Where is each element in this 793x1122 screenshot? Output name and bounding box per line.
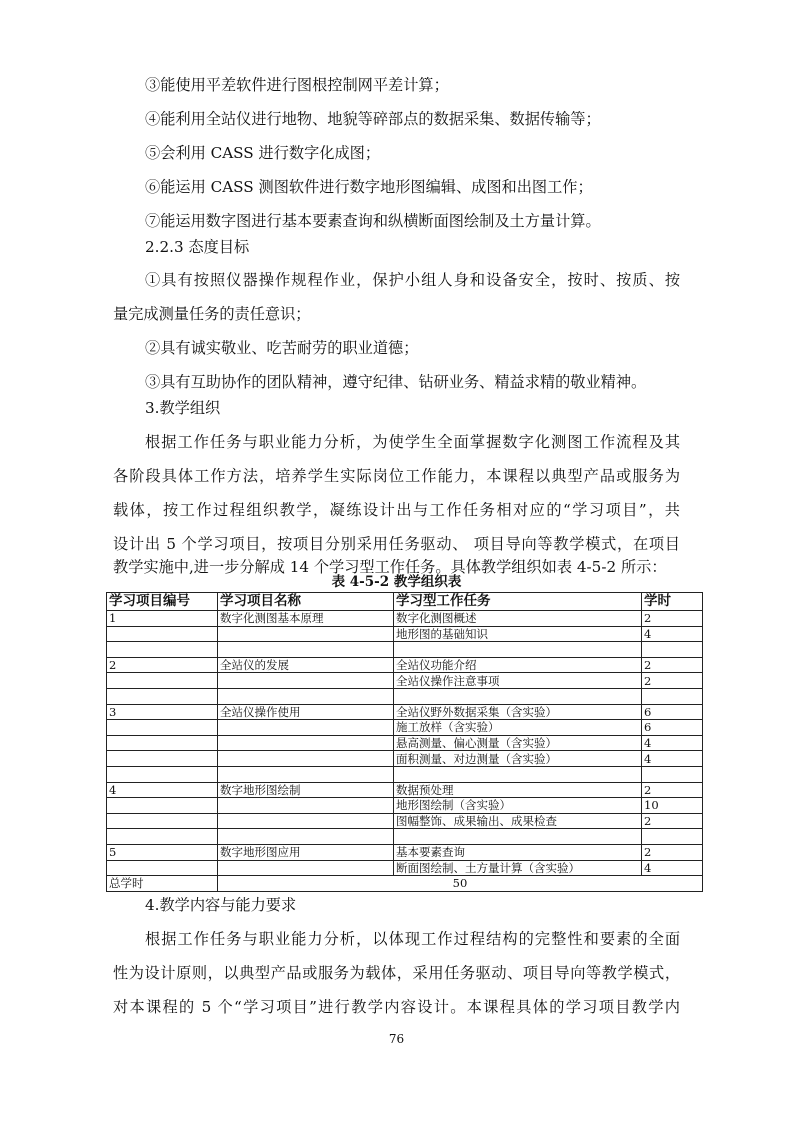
table-header-row <box>107 593 703 611</box>
cell-project-name: 数字化测图基本原理 <box>218 611 394 627</box>
table-row <box>107 688 703 704</box>
table-caption: 表 4-5-2 教学组织表 <box>331 574 462 590</box>
attitude-item-3: ③具有互助协作的团队精神，遵守纪律、钻研业务、精益求精的敬业精神。 <box>145 373 647 391</box>
cell-hours: 4 <box>642 751 703 767</box>
ability-item-4: ④能利用全站仪进行地物、地貌等碎部点的数据采集、数据传输等； <box>145 110 601 128</box>
cell-work-task <box>394 829 642 845</box>
header-project-name: 学习项目名称 <box>218 593 394 611</box>
cell-work-task: 面积测量、对边测量（含实验） <box>394 751 642 767</box>
cell-work-task: 数字化测图概述 <box>394 611 642 627</box>
cell-work-task <box>394 642 642 658</box>
cell-work-task: 全站仪野外数据采集（含实验） <box>394 704 642 720</box>
cell-work-task: 地形图的基础知识 <box>394 626 642 642</box>
cell-project-number <box>107 626 218 642</box>
page-number: 76 <box>388 1032 405 1046</box>
cell-project-number: 1 <box>107 611 218 627</box>
cell-project-name <box>218 766 394 782</box>
table-row <box>107 766 703 782</box>
cell-hours: 4 <box>642 860 703 876</box>
cell-project-name: 数字地形图绘制 <box>218 782 394 798</box>
cell-work-task: 地形图绘制（含实验） <box>394 798 642 814</box>
section-heading-attitude: 2.2.3 态度目标 <box>145 238 250 256</box>
ability-item-3: ③能使用平差软件进行图根控制网平差计算； <box>145 76 449 94</box>
cell-project-number <box>107 688 218 704</box>
cell-work-task: 全站仪操作注意事项 <box>394 673 642 689</box>
table-row <box>107 720 703 736</box>
cell-project-name <box>218 829 394 845</box>
total-label: 总学时 <box>107 876 218 892</box>
cell-hours: 6 <box>642 720 703 736</box>
cell-project-name: 全站仪的发展 <box>218 657 394 673</box>
cell-project-number: 4 <box>107 782 218 798</box>
cell-hours: 2 <box>642 657 703 673</box>
cell-project-number <box>107 798 218 814</box>
section-heading-teaching-organization: 3.教学组织 <box>145 399 221 417</box>
cell-project-number: 5 <box>107 844 218 860</box>
cell-work-task: 悬高测量、偏心测量（含实验） <box>394 735 642 751</box>
attitude-item-1-line-1: ①具有按照仪器操作规程作业，保护小组人身和设备安全，按时、按质、按 <box>145 271 680 289</box>
cell-project-number <box>107 813 218 829</box>
cell-project-number: 3 <box>107 704 218 720</box>
total-value: 50 <box>218 876 703 892</box>
table-row <box>107 798 703 814</box>
cell-work-task: 数据预处理 <box>394 782 642 798</box>
cell-hours: 2 <box>642 611 703 627</box>
content-paragraph-line-2: 性为设计原则，以典型产品或服务为载体，采用任务驱动、项目导向等教学模式， <box>113 964 680 982</box>
cell-project-name <box>218 688 394 704</box>
header-work-task: 学习型工作任务 <box>394 593 642 611</box>
header-hours: 学时 <box>642 593 703 611</box>
content-paragraph-line-3: 对本课程的 5 个“学习项目”进行教学内容设计。本课程具体的学习项目教学内 <box>113 998 680 1016</box>
table-row <box>107 704 703 720</box>
cell-project-name <box>218 720 394 736</box>
table-row <box>107 642 703 658</box>
paragraph-line-1: 根据工作任务与职业能力分析，为使学生全面掌握数字化测图工作流程及其 <box>145 433 680 451</box>
cell-project-name <box>218 798 394 814</box>
cell-work-task: 全站仪功能介绍 <box>394 657 642 673</box>
attitude-item-1-line-2: 量完成测量任务的责任意识； <box>113 305 311 323</box>
table-row <box>107 611 703 627</box>
table-row <box>107 860 703 876</box>
cell-hours: 10 <box>642 798 703 814</box>
cell-project-name <box>218 673 394 689</box>
table-body <box>107 611 703 876</box>
table-row <box>107 782 703 798</box>
table-row <box>107 735 703 751</box>
cell-project-number <box>107 860 218 876</box>
cell-project-name: 全站仪操作使用 <box>218 704 394 720</box>
table-row <box>107 813 703 829</box>
section-heading-content-requirements: 4.教学内容与能力要求 <box>145 896 297 914</box>
paragraph-line-4: 设计出 5 个学习项目，按项目分别采用任务驱动、 项目导向等教学模式，在项目 <box>113 535 680 553</box>
cell-work-task <box>394 766 642 782</box>
table-row <box>107 673 703 689</box>
table-row <box>107 751 703 767</box>
cell-hours: 4 <box>642 735 703 751</box>
table-total-row <box>107 876 703 892</box>
table-row <box>107 657 703 673</box>
cell-hours: 6 <box>642 704 703 720</box>
content-paragraph-line-1: 根据工作任务与职业能力分析，以体现工作过程结构的完整性和要素的全面 <box>145 930 680 948</box>
cell-hours <box>642 829 703 845</box>
cell-project-number <box>107 829 218 845</box>
cell-project-name: 数字地形图应用 <box>218 844 394 860</box>
ability-item-7: ⑦能运用数字图进行基本要素查询和纵横断面图绘制及土方量计算。 <box>145 212 601 230</box>
cell-project-number <box>107 766 218 782</box>
attitude-item-2: ②具有诚实敬业、吃苦耐劳的职业道德； <box>145 339 419 357</box>
cell-work-task: 施工放样（含实验） <box>394 720 642 736</box>
paragraph-line-2: 各阶段具体工作方法，培养学生实际岗位工作能力，本课程以典型产品或服务为 <box>113 467 680 485</box>
ability-item-6: ⑥能运用 CASS 测图软件进行数字地形图编辑、成图和出图工作； <box>145 178 593 196</box>
cell-work-task <box>394 688 642 704</box>
cell-project-number <box>107 751 218 767</box>
cell-project-number <box>107 642 218 658</box>
table-row <box>107 844 703 860</box>
table-row <box>107 829 703 845</box>
cell-project-name <box>218 735 394 751</box>
cell-work-task: 基本要素查询 <box>394 844 642 860</box>
cell-hours: 2 <box>642 673 703 689</box>
cell-work-task: 图幅整饰、成果输出、成果检查 <box>394 813 642 829</box>
cell-project-number <box>107 735 218 751</box>
paragraph-line-3: 载体，按工作过程组织教学，凝练设计出与工作任务相对应的“学习项目”，共 <box>113 501 680 519</box>
cell-hours: 2 <box>642 782 703 798</box>
cell-project-number: 2 <box>107 657 218 673</box>
cell-project-name <box>218 813 394 829</box>
cell-project-name <box>218 626 394 642</box>
cell-hours: 2 <box>642 844 703 860</box>
teaching-organization-table <box>106 592 703 892</box>
cell-project-name <box>218 860 394 876</box>
cell-hours <box>642 688 703 704</box>
cell-work-task: 断面图绘制、土方量计算（含实验） <box>394 860 642 876</box>
cell-project-name <box>218 642 394 658</box>
ability-item-5: ⑤会利用 CASS 进行数字化成图； <box>145 144 381 162</box>
cell-hours: 2 <box>642 813 703 829</box>
cell-hours: 4 <box>642 626 703 642</box>
cell-hours <box>642 642 703 658</box>
cell-project-number <box>107 673 218 689</box>
cell-project-name <box>218 751 394 767</box>
cell-hours <box>642 766 703 782</box>
table-row <box>107 626 703 642</box>
paragraph-line-5: 教学实施中,进一步分解成 14 个学习型工作任务。具体教学组织如表 4-5-2 所示： <box>113 558 667 576</box>
header-project-number: 学习项目编号 <box>107 593 218 611</box>
cell-project-number <box>107 720 218 736</box>
